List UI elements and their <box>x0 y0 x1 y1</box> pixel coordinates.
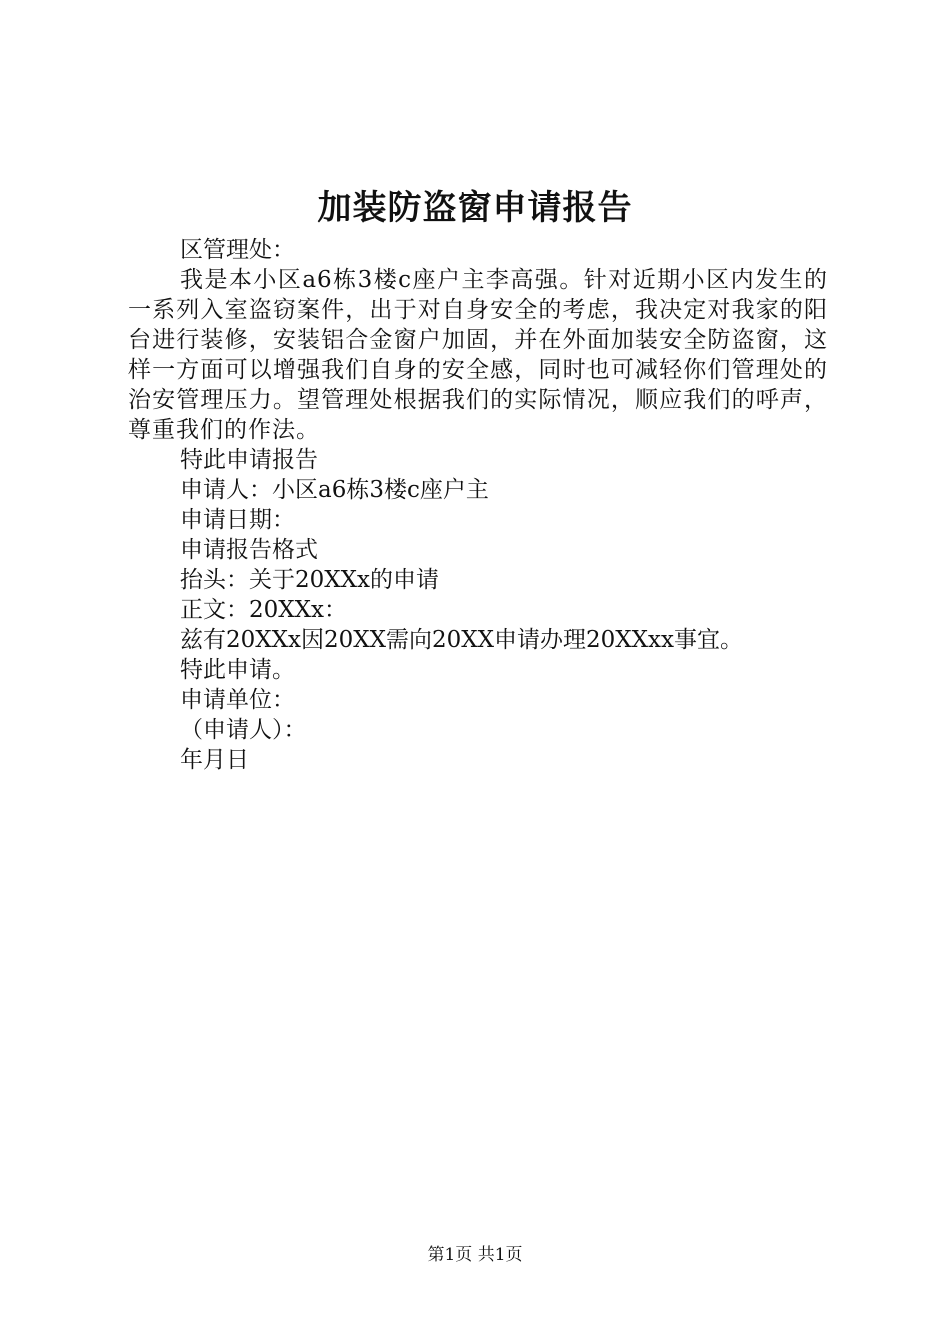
salutation: 区管理处： <box>180 237 295 263</box>
page-footer: 第1页 共1页 <box>427 1245 523 1265</box>
format-applicant-line: （申请人）： <box>180 717 307 743</box>
format-closing-line: 特此申请。 <box>180 657 295 683</box>
format-body-label: 正文：20XXx： <box>180 597 347 623</box>
format-header-line: 抬头：关于20XXx的申请 <box>180 567 439 593</box>
format-unit-line: 申请单位： <box>180 687 295 713</box>
applicant-line: 申请人：小区a6栋3楼c座户主 <box>180 477 489 503</box>
document-body <box>128 235 828 775</box>
format-heading: 申请报告格式 <box>180 537 318 563</box>
closing-line: 特此申请报告 <box>180 447 318 473</box>
format-body-text: 兹有20XXx因20XX需向20XX申请办理20XXxx事宜。 <box>180 627 743 653</box>
document-title: 加装防盗窗申请报告 <box>317 188 633 228</box>
format-date-line: 年月日 <box>180 747 249 773</box>
date-line: 申请日期： <box>180 507 295 533</box>
body-paragraph: 我是本小区a6栋3楼c座户主李高强。针对近期小区内发生的一系列入室盗窃案件，出于对自身安全的考虑，我决定对我家的阳台进行装修，安装铝合金窗户加固，并在外面加装安全防盗窗，这样一方面可以增强我们自身的安全感，同时也可减轻你们管理处的治安管理压力。望管理处根据我们的实际情况，顺应我们的呼声，尊重我们的作法。 <box>128 267 828 443</box>
